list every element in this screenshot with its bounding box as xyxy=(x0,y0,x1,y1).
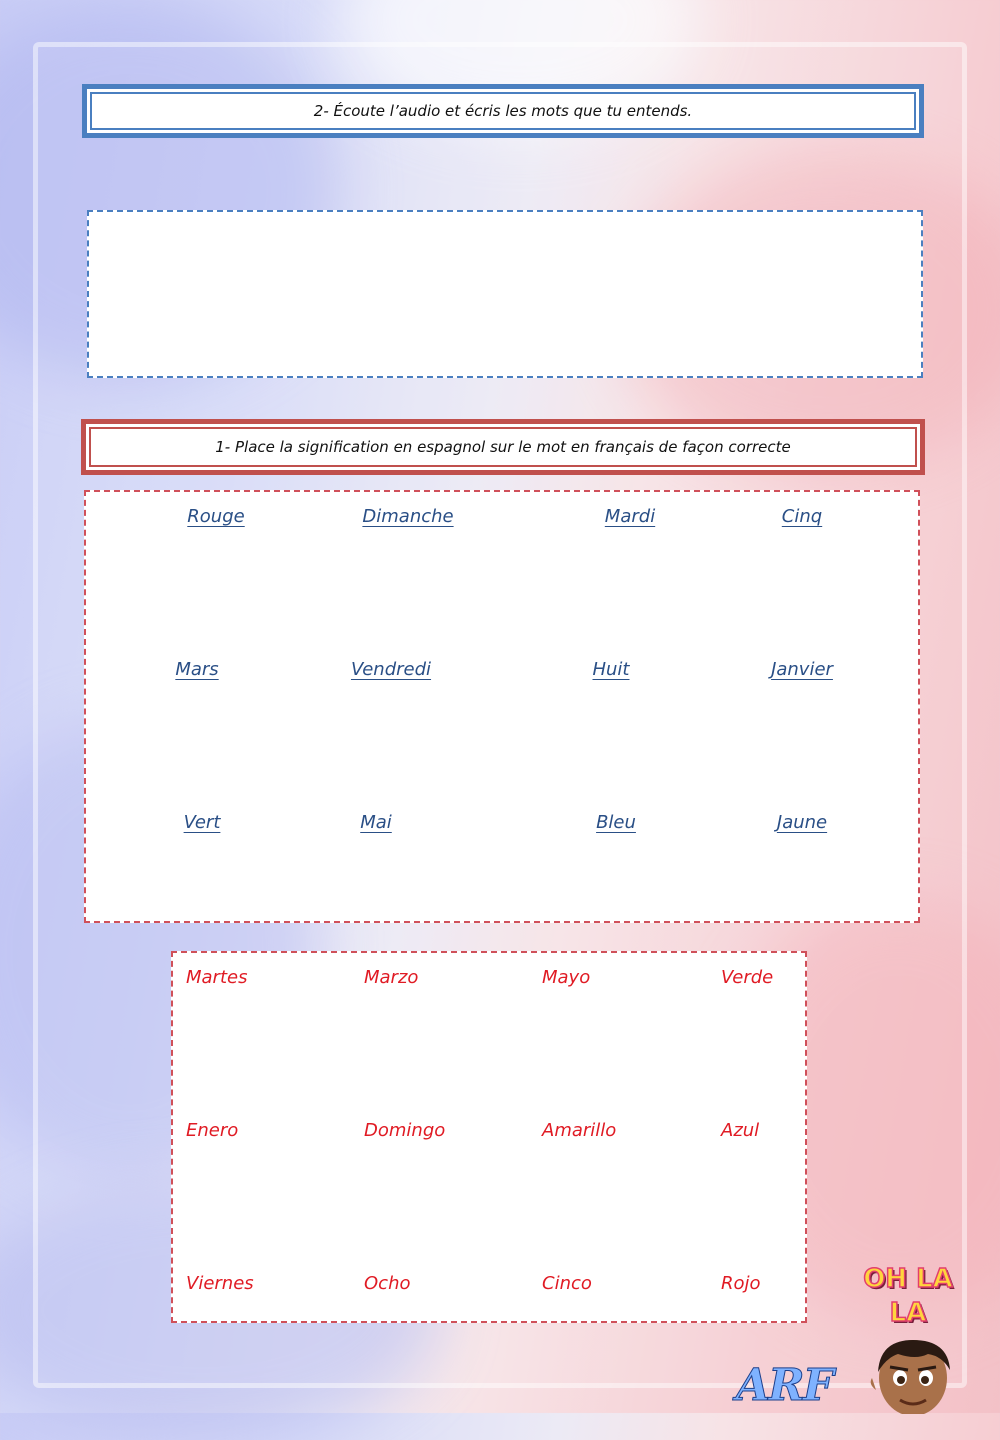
french-word-target[interactable]: Mardi xyxy=(604,506,656,527)
spanish-word-draggable[interactable]: Cinco xyxy=(542,1273,592,1294)
exercise-2-heading-inner xyxy=(90,92,916,130)
spanish-word-draggable[interactable]: Viernes xyxy=(186,1273,254,1294)
sticker-line-1: OH LA xyxy=(863,1264,953,1294)
french-word-target[interactable]: Mars xyxy=(175,659,219,680)
avatar-icon xyxy=(858,1334,968,1414)
spanish-words-bank xyxy=(171,951,807,1323)
exercise-1-heading: 1- Place la signification en espagnol sur le mot en français de façon correcte xyxy=(215,438,791,456)
oh-la-la-sticker xyxy=(856,1262,960,1330)
spanish-word-draggable[interactable]: Verde xyxy=(721,967,774,988)
spanish-word-draggable[interactable]: Martes xyxy=(186,967,248,988)
exercise-1-heading-box xyxy=(81,419,925,475)
french-word-target[interactable]: Vendredi xyxy=(350,659,432,680)
french-word-target[interactable]: Jaune xyxy=(776,812,828,833)
french-word-target[interactable]: Janvier xyxy=(771,659,833,680)
french-word-target[interactable]: Rouge xyxy=(187,506,245,527)
sticker-line-2: LA xyxy=(889,1298,927,1328)
french-word-target[interactable]: Vert xyxy=(183,812,221,833)
french-word-target[interactable]: Huit xyxy=(592,659,630,680)
spanish-word-draggable[interactable]: Ocho xyxy=(364,1273,411,1294)
french-words-dropzone xyxy=(84,490,920,923)
audio-answer-field[interactable] xyxy=(87,210,923,378)
author-signature: ARF xyxy=(736,1360,832,1411)
french-word-target[interactable]: Bleu xyxy=(596,812,636,833)
spanish-word-draggable[interactable]: Amarillo xyxy=(542,1120,617,1141)
spanish-word-draggable[interactable]: Enero xyxy=(186,1120,239,1141)
exercise-2-heading: 2- Écoute l’audio et écris les mots que tu entends. xyxy=(313,102,693,120)
spanish-word-draggable[interactable]: Rojo xyxy=(721,1273,761,1294)
spanish-word-draggable[interactable]: Marzo xyxy=(364,967,419,988)
french-word-target[interactable]: Mai xyxy=(360,812,392,833)
french-word-target[interactable]: Cinq xyxy=(781,506,823,527)
spanish-word-draggable[interactable]: Azul xyxy=(721,1120,760,1141)
exercise-2-heading-box xyxy=(82,84,924,138)
french-word-target[interactable]: Dimanche xyxy=(362,506,454,527)
exercise-1-heading-inner xyxy=(89,427,917,467)
spanish-word-draggable[interactable]: Domingo xyxy=(364,1120,446,1141)
spanish-word-draggable[interactable]: Mayo xyxy=(542,967,591,988)
